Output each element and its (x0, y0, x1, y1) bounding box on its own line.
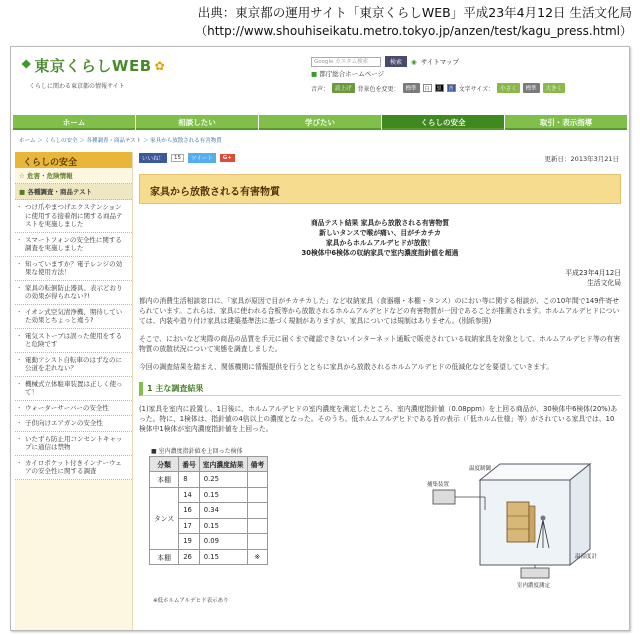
metro-home-row (311, 69, 384, 78)
table-note: ※低ホルムアルデヒド表示あり (153, 598, 229, 604)
nav-consult[interactable]: 相談したい (136, 115, 258, 130)
updated-date: 更新日：2013年3月21日 (544, 155, 619, 163)
breadcrumb[interactable]: ホーム ＞ くらしの安全 ＞ 各種調査・商品テスト ＞ 家具から放散される有害物質 (19, 138, 222, 144)
section-heading: 1 主な調査結果 (139, 382, 621, 396)
section-text: (1)家具を室内に設置し、1日後に、ホルムアルデヒドの室内濃度を測定したところ、室内濃度指針値（0.08ppm）を上回る商品が、30検体中6検体(20%)あった。特に、1検体は、指針値の4倍以上の濃度となった。そのうち、低ホルムアルデヒドである旨の表示（「低ホルム仕様」等）がされている家具では、10検体中1検体が室内濃度指針値を上回った。 (139, 405, 618, 433)
table-header: 室内濃度結果 (199, 457, 247, 472)
table-cell: タンス (150, 487, 179, 549)
logo-text: 東京くらしWEB (34, 57, 152, 75)
table-row (150, 487, 268, 503)
tagline: くらしに関わる東京都の情報サイト (29, 83, 125, 90)
table-cell (247, 487, 268, 503)
flower-icon: ✿ (154, 58, 165, 73)
results-table (149, 456, 268, 565)
page-title: 家具から放散される有害物質 (139, 174, 621, 204)
voice-button[interactable]: 読上げ (332, 83, 355, 93)
label-thermometer: 温湿度計 (575, 554, 598, 560)
table-row (150, 549, 268, 565)
table-caption (151, 446, 243, 455)
sidebar-item[interactable]: ・ 家具の転倒防止器具、表示どおりの効果が得られない?! (15, 281, 132, 305)
sidebar-item[interactable]: ・ ウォーターサーバーの安全性 (15, 401, 132, 417)
label-chamber: 室内濃度測定 (517, 583, 551, 589)
press-line4: 30検体中6検体の収納家具で室内濃度指針値を超過 (301, 249, 459, 257)
table-cell (247, 503, 268, 519)
main-nav (13, 115, 627, 130)
paragraph-1: 都内の消費生活相談窓口に、「家具が原因で目がチカチカした」など収納家具（食器棚・本棚・タンス）のにおい等に関する相談が、この10年間で149件寄せられています。これらは、家具に使われる合板等から放散されるホルムアルデヒドなどの有害物質が一因であることが推測されます。ホルムアルデヒドについては、内装や造り付け家具は建築基準法に基づく規制がありますが、家具については規制はありません。(別紙参照) (139, 297, 620, 325)
sidebar-item[interactable]: ・ イオン式空気清浄機、期待していた効果とちょっと違う? (15, 305, 132, 329)
table-cell: ※ (247, 549, 268, 565)
textsize-label: 文字サイズ： (458, 85, 495, 93)
press-headline (139, 218, 621, 258)
press-line2: 新しいタンスで喉が痛い、目がチカチカ (319, 229, 441, 237)
text-standard-button[interactable]: 標準 (523, 83, 540, 93)
table-cell: 19 (179, 534, 200, 550)
control-box (521, 565, 549, 578)
nav-safety[interactable]: くらしの安全 (382, 115, 504, 130)
sidebar-item[interactable]: ・ 機械式立体駐車装置は正しく使って！ (15, 377, 132, 401)
metro-home-link[interactable]: 都庁総合ホームページ (319, 70, 385, 78)
paragraph-2: そこで、においなど実際の商品の品質を手元に届くまで確認できないインターネット通販で販売されている収納家具を対象として、ホルムアルデヒド等の有害物質の放散状況について実態を調査しました。 (139, 335, 621, 353)
sidebar-emergency-label: 危害・危険情報 (27, 172, 73, 180)
table-header: 番号 (179, 457, 200, 472)
press-bureau: 生活文化局 (587, 279, 621, 287)
press-line3: 家具からホルムアルデヒドが放散！ (325, 239, 435, 247)
press-date: 平成23年4月12日 (565, 269, 621, 277)
table-cell (247, 534, 268, 550)
test-chamber-diagram (425, 450, 615, 590)
sidebar-category-label: 各種調査・商品テスト (27, 188, 93, 196)
site-logo[interactable] (21, 55, 165, 76)
like-count: 15 (171, 154, 184, 162)
table-cell: 本棚 (150, 549, 179, 565)
tweet-button[interactable]: ツイート (188, 153, 216, 163)
table-caption-text: 室内濃度指針値を上回った検体 (158, 448, 243, 455)
gplus-button[interactable]: G+ (220, 154, 235, 162)
voice-label: 音声： (311, 85, 330, 93)
label-temp-control: 温度制御 (469, 466, 492, 472)
sidebar-item[interactable]: ・ つけ爪やまつげエクステンションに使用する接着剤に関する商品テストを実施しました (15, 200, 132, 233)
facebook-like-button[interactable]: いいね！ (139, 153, 167, 163)
sidebar-heading: くらしの安全 (15, 152, 132, 168)
press-date-block (139, 268, 621, 288)
paragraph-3: 今回の調査結果を踏まえ、関係機関に情報提供を行うとともに家具から放散されるホルムアルデヒドの低減化などを要望していきます。 (139, 363, 553, 371)
sidebar-item[interactable]: ・ いたずら防止用コンセントキャップに通信は禁物 (15, 432, 132, 456)
sidebar-item[interactable]: ・ 子供向けエアガンの安全性 (15, 416, 132, 432)
sidebar (15, 152, 133, 630)
results-area (139, 446, 621, 606)
label-sampler: 捕集装置 (427, 482, 450, 488)
sidebar-item[interactable]: ・ 電気ストーブは誤った使用をすると危険です (15, 329, 132, 353)
bg-white-button[interactable]: 白 (424, 86, 430, 92)
table-cell: 本棚 (150, 472, 179, 488)
table-cell: 26 (179, 549, 200, 565)
home-link-icon: ■ (311, 70, 318, 78)
browser-page (10, 46, 630, 631)
table-header: 備考 (247, 457, 268, 472)
bg-label: 背景色を変更： (357, 85, 400, 93)
press-line1: 商品テスト結果 家具から放散される有害物質 (310, 219, 450, 227)
table-cell: 17 (179, 518, 200, 534)
bg-blue-button[interactable]: 青 (448, 86, 454, 92)
main-content (139, 152, 621, 630)
bg-standard-button[interactable]: 標準 (403, 83, 420, 93)
nav-home[interactable]: ホーム (13, 115, 135, 130)
sidebar-item[interactable]: ・ 知っていますか？電子レンジの効果な使用方法！ (15, 257, 132, 281)
sidebar-category[interactable] (15, 184, 132, 200)
table-header-row (150, 457, 268, 472)
citation-line1: 出典：東京都の運用サイト「東京くらしWEB」平成23年4月12日 生活文化局 (197, 5, 632, 20)
accessibility-row (311, 83, 565, 93)
tokyo-mark-icon: ⯁ (21, 58, 32, 73)
table-cell (247, 472, 268, 488)
furniture-sample (507, 502, 535, 542)
nav-learn[interactable]: 学びたい (259, 115, 381, 130)
nav-trade[interactable]: 取引・表示指導 (505, 115, 627, 130)
text-large-button[interactable]: 大きく (543, 83, 566, 93)
citation-line2: （http://www.shouhiseikatu.metro.tokyo.jp/anzen/test/kagu_press.html） (195, 24, 632, 38)
sidebar-item[interactable]: ・ スマートフォンの安全性に関する調査を実施しました (15, 233, 132, 257)
table-cell: 14 (179, 487, 200, 503)
site-header (11, 47, 629, 97)
table-header: 分類 (150, 457, 179, 472)
sidebar-item[interactable]: ・ カイロポケット付きインナーウェアの安全性に関する調査 (15, 456, 132, 480)
sidebar-item[interactable]: ・ 電動アシスト自転車のはずなのに公道を走れない？ (15, 353, 132, 377)
table-row (150, 472, 268, 488)
table-cell: 0.34 (199, 503, 247, 519)
star-icon: ☆ (19, 172, 25, 180)
sidebar-emergency[interactable] (15, 168, 132, 184)
table-cell: 0.25 (199, 472, 247, 488)
table-cell: 0.15 (199, 518, 247, 534)
table-cell: 0.15 (199, 549, 247, 565)
citation (195, 4, 632, 40)
table-cell: 0.15 (199, 487, 247, 503)
table-cell: 0.09 (199, 534, 247, 550)
bg-black-button[interactable]: 黒 (436, 86, 442, 92)
search-button[interactable]: 検索 (385, 56, 407, 67)
search-input[interactable]: Google カスタム検索 (311, 57, 381, 67)
square-bullet-icon: ■ (19, 188, 26, 196)
text-small-button[interactable]: 小さく (497, 83, 520, 93)
sitemap-link[interactable]: サイトマップ (420, 58, 459, 66)
table-cell (247, 518, 268, 534)
search-bar (311, 56, 459, 67)
sampler-device (433, 490, 485, 510)
table-cell: 8 (179, 472, 200, 488)
table-cell: 16 (179, 503, 200, 519)
sitemap-icon: ◉ (411, 57, 417, 66)
square-bullet-icon: ■ (151, 448, 157, 455)
